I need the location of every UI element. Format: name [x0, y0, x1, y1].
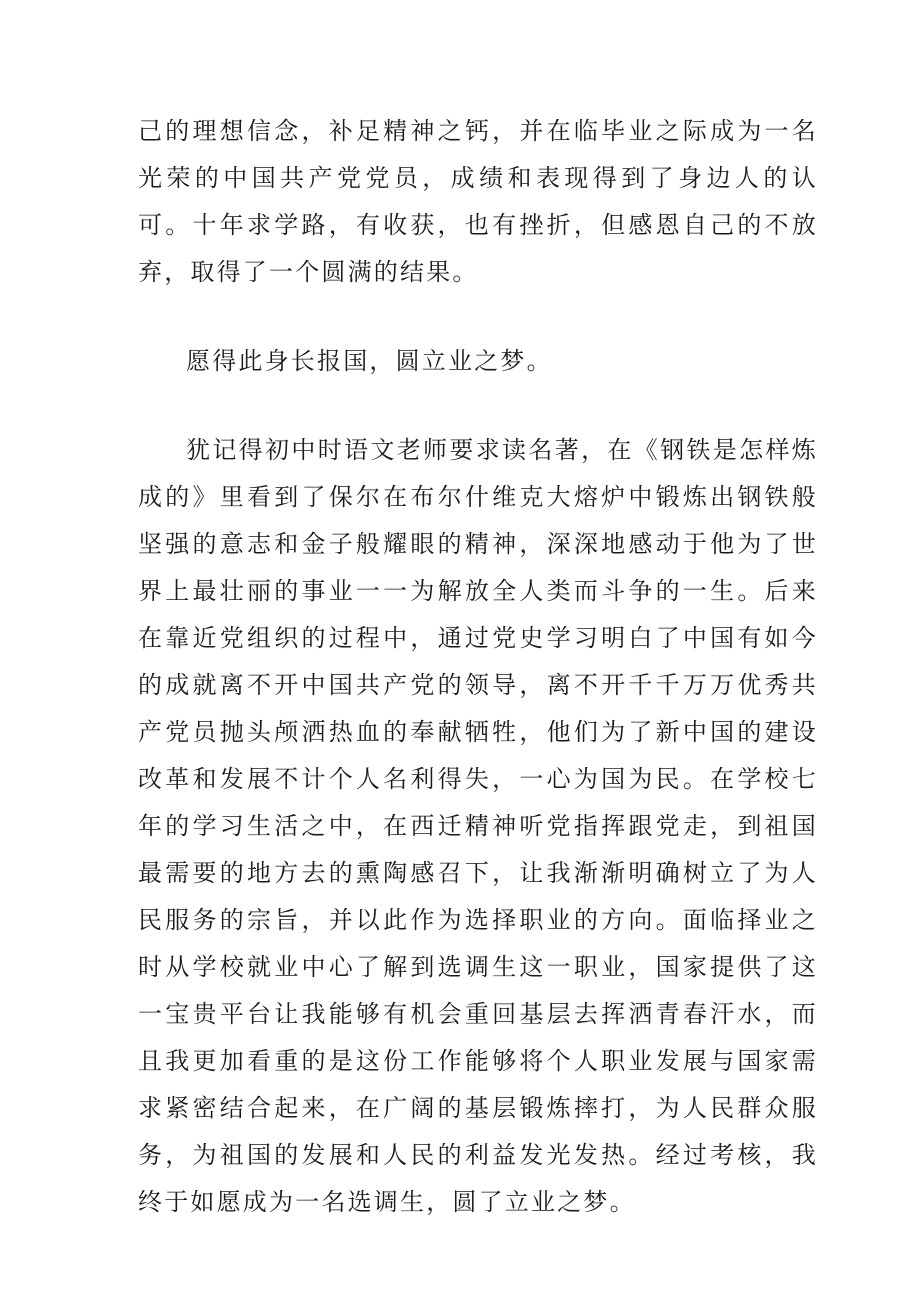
paragraph-continuation: 己的理想信念，补足精神之钙，并在临毕业之际成为一名光荣的中国共产党党员，成绩和表现得到了身边人的认可。十年求学路，有收获，也有挫折，但感恩自己的不放弃，取得了一个圆满的结果。	[138, 117, 818, 286]
paragraph-motto: 愿得此身长报国，圆立业之梦。	[186, 347, 553, 375]
paragraph-body: 犹记得初中时语文老师要求读名著，在《钢铁是怎样炼成的》里看到了保尔在布尔什维克大熔炉中锻炼出钢铁般坚强的意志和金子般耀眼的精神，深深地感动于他为了世界上最壮丽的事业一一为解放全人类而斗争的一生。后来在靠近党组织的过程中，通过党史学习明白了中国有如今的成就离不开中国共产党的领导，离不开千千万万优秀共产党员抛头颅洒热血的奉献牺牲，他们为了新中国的建设改革和发展不计个人名利得失，一心为国为民。在学校七年的学习生活之中，在西迁精神听党指挥跟党走，到祖国最需要的地方去的熏陶感召下，让我渐渐明确树立了为人民服务的宗旨，并以此作为选择职业的方向。面临择业之时从学校就业中心了解到选调生这一职业，国家提供了这一宝贵平台让我能够有机会重回基层去挥洒青春汗水，而且我更加看重的是这份工作能够将个人职业发展与国家需求紧密结合起来，在广阔的基层锻炼摔打，为人民群众服务，为祖国的发展和人民的利益发光发热。经过考核，我终于如愿成为一名选调生，圆了立业之梦。	[138, 436, 818, 1216]
